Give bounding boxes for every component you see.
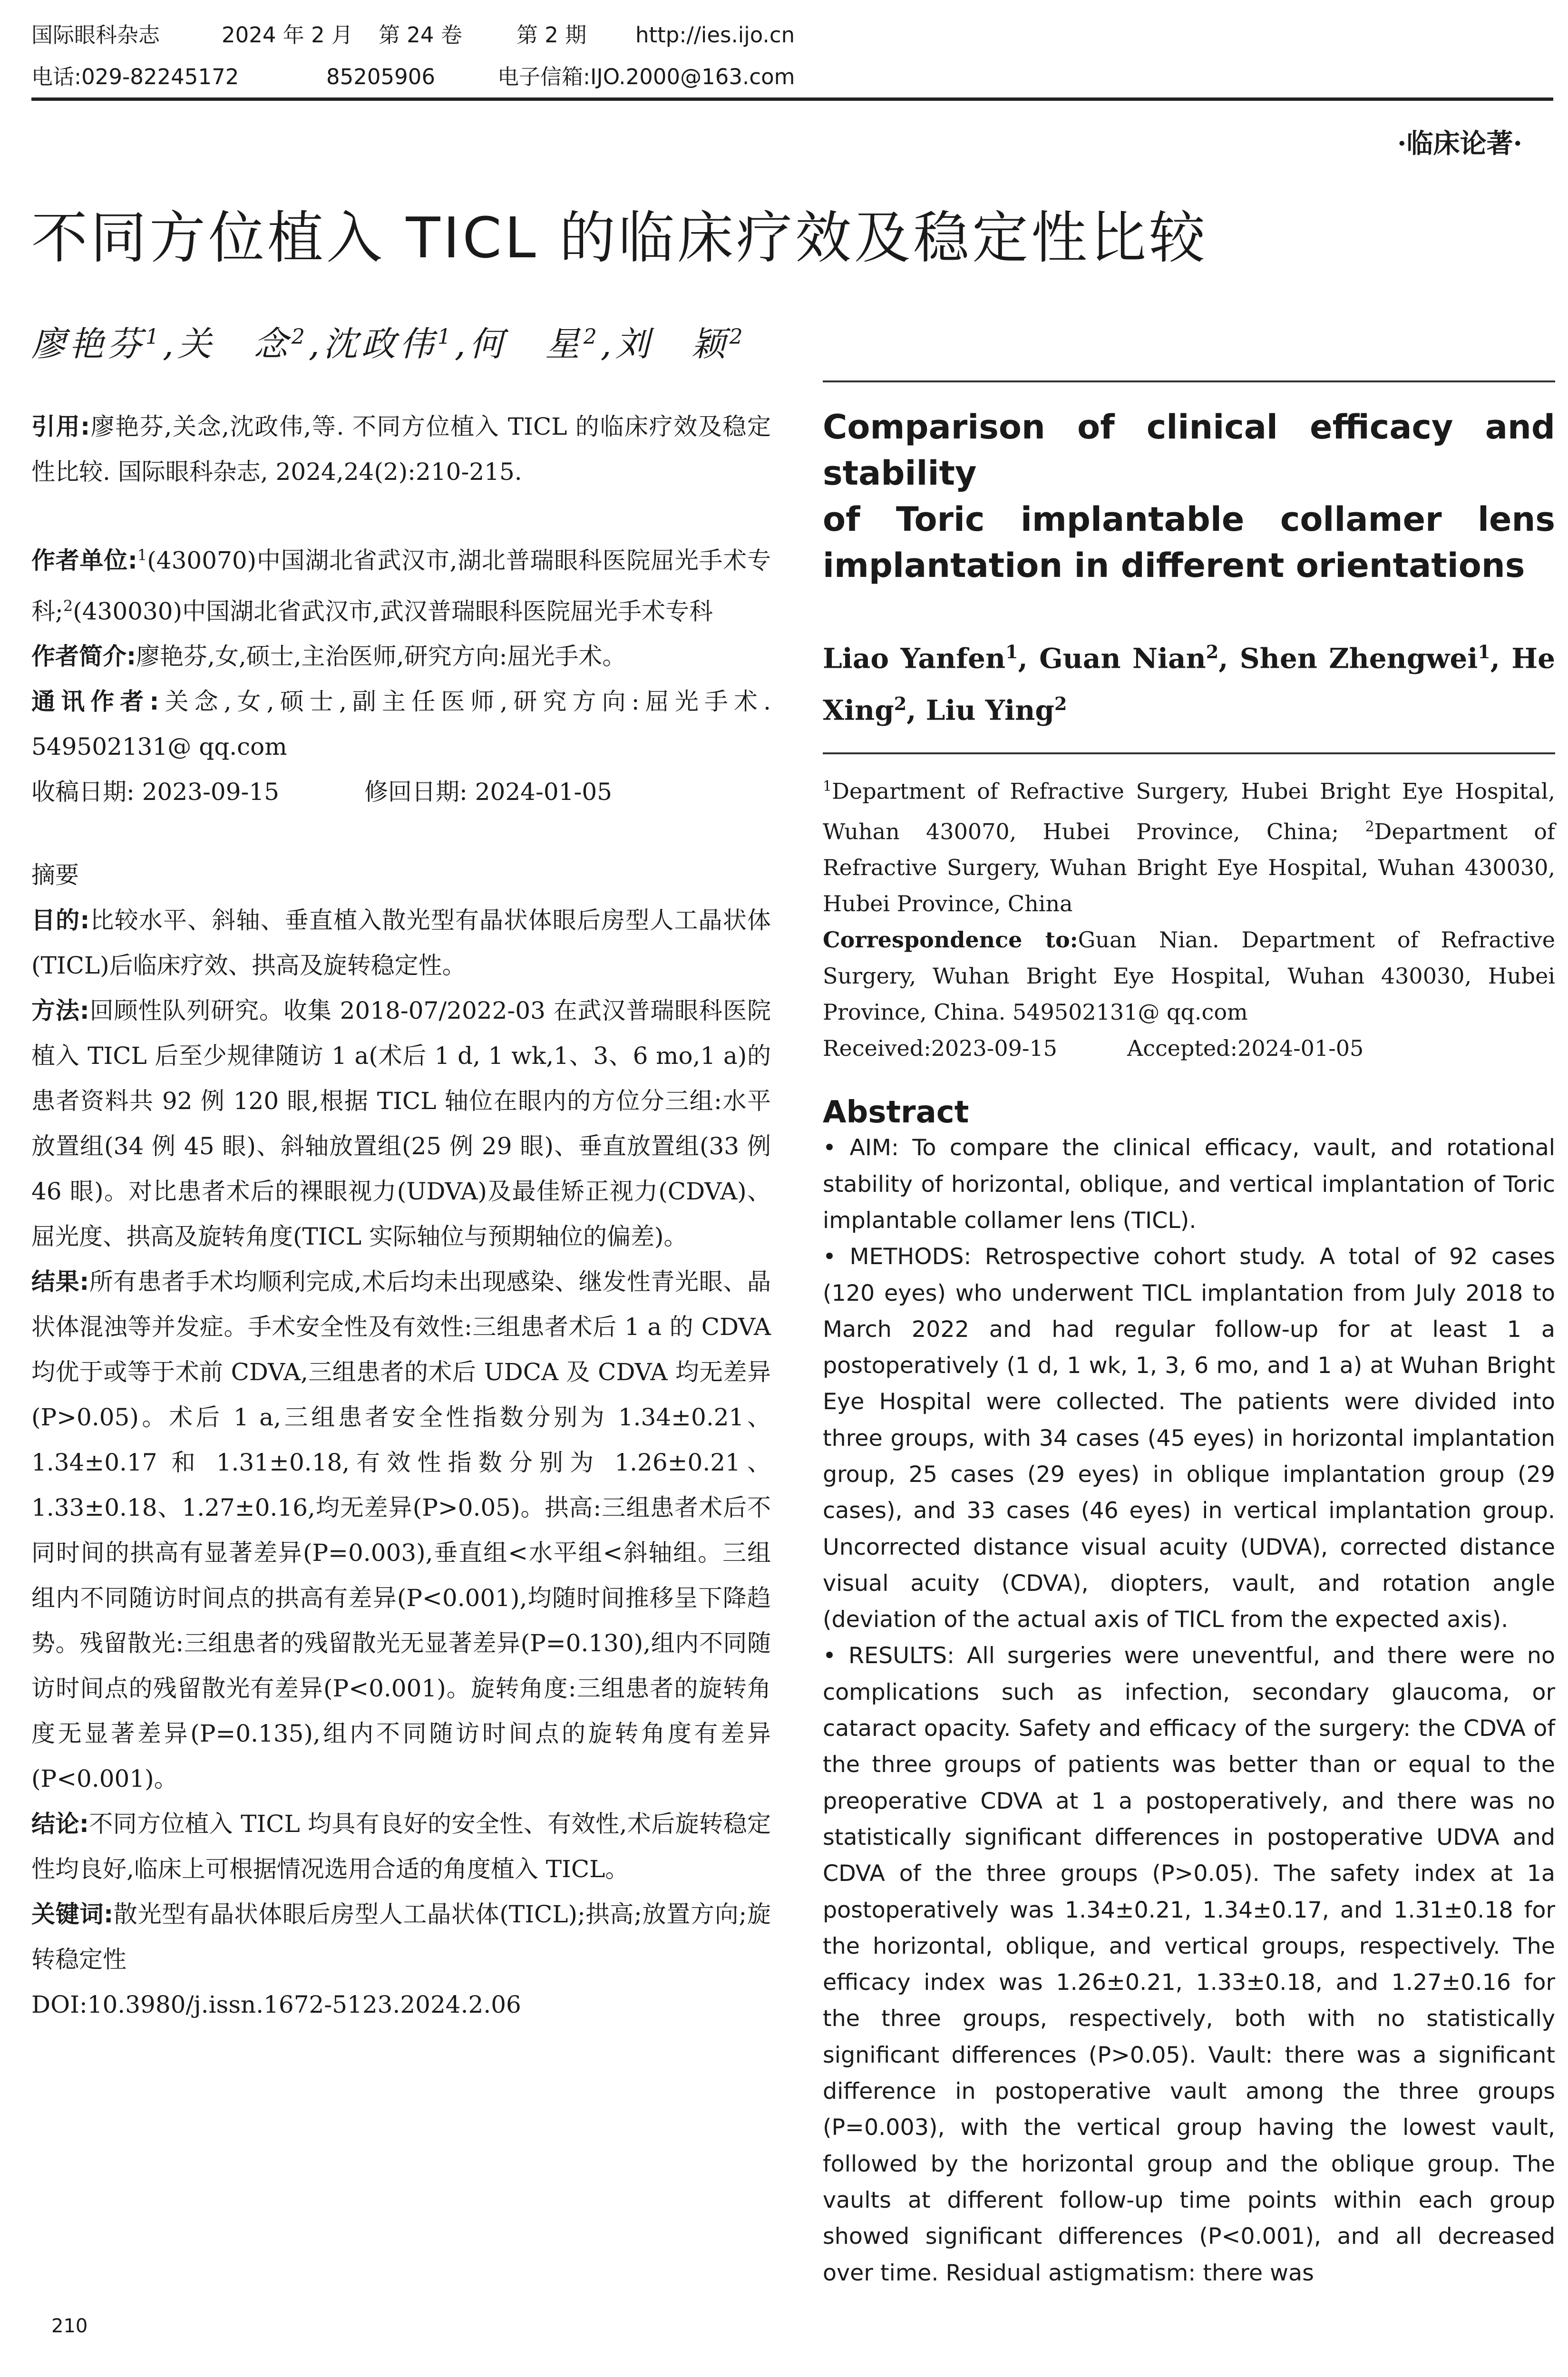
right-column-rule-top <box>823 380 1555 382</box>
issue: 第 2 期 <box>516 22 587 48</box>
journal-header-line1 <box>31 21 795 49</box>
author-affil-sup: 2 <box>583 325 601 349</box>
authors-cn: 廖艳芬$^1$,关 念$^2$,沈政伟$^1$,何 星$^2$,刘 颖$^2$ <box>31 324 747 364</box>
paper-title-en <box>823 404 1555 589</box>
author-en: Shen Zhengwei <box>1239 642 1478 675</box>
page-number: 210 <box>51 2315 88 2337</box>
correspondence-en: Correspondence to:Guan Nian. Department of Refractive Surgery, Wuhan Bright Eye Hospital, Wuhan 430030, Hubei Province, China. 549502131@ qq.com <box>823 927 1555 1025</box>
author-cn: 刘 颖 <box>615 324 730 364</box>
right-column <box>823 404 1555 2291</box>
conclusion-cn: 结论:不同方位植入 TICL 均具有良好的安全性、有效性,术后旋转稳定性均良好,临床上可根据情况选用合适的角度植入 TICL。 <box>31 1810 771 1883</box>
volume: 第 24 卷 <box>379 22 462 48</box>
phone: 电话:029-82245172 <box>31 64 239 89</box>
affiliation-cn: 作者单位:$^1$(430070)中国湖北省武汉市,湖北普瑞眼科医院屈光手术专科;$^2$(430030)中国湖北省武汉市,武汉普瑞眼科医院屈光手术专科 <box>31 546 771 625</box>
objective: 目的:比较水平、斜轴、垂直植入散光型有晶状体眼后房型人工晶状体(TICL)后临床疗效、拱高及旋转稳定性。 <box>31 906 771 980</box>
journal-header-line2 <box>31 63 795 91</box>
left-column <box>31 404 771 2027</box>
author-cn: 何 星 <box>469 324 584 364</box>
email: 电子信箱:IJO.2000@163.com <box>497 64 795 89</box>
author-en: He Xing <box>823 642 1555 727</box>
title-en-line: implantation in different orientations <box>823 546 1525 585</box>
doi[interactable]: DOI:10.3980/j.issn.1672-5123.2024.2.06 <box>31 1991 521 2019</box>
author-en: Liao Yanfen <box>823 642 1006 675</box>
author-bio: 作者简介:廖艳芬,女,硕士,主治医师,研究方向:屈光手术。 <box>31 643 626 671</box>
section-label: ·临床论著· <box>1397 128 1522 159</box>
results-cn: 结果:所有患者手术均顺利完成,术后均未出现感染、继发性青光眼、晶状体混浊等并发症。手术安全性及有效性:三组患者术后 1 a 的 CDVA 均优于或等于术前 CDVA,三组患者的术后 UDCA 及 CDVA 均无差异(P>0.05)。术后 1 a,三组患者安全性指数分别为 1.34±0.21、1.34±0.17 和 1.31±0.18,有效性指数分别为 1.26±0.21、1.33±0.18、1.27±0.16,均无差异(P>0.05)。拱高:三组患者术后不同时间的拱高有显著差异(P=0.003),垂直组<水平组<斜轴组。三组组内不同随访时间点的拱高有差异(P<0.001),均随时间推移呈下降趋势。残留散光:三组患者的残留散光无显著差异(P=0.130),组内不同随访时间点的残留散光有差异(P<0.001)。旋转角度:三组患者的旋转角度无显著差异(P=0.135),组内不同随访时间点的旋转角度有差异(P<0.001)。 <box>31 1268 771 1793</box>
journal-url[interactable]: http://ies.ijo.cn <box>635 22 795 48</box>
header-rule <box>31 97 1553 101</box>
author-en: Guan Nian <box>1039 642 1206 675</box>
keywords-cn: 关键词:散光型有晶状体眼后房型人工晶状体(TICL);拱高;放置方向;旋转稳定性 <box>31 1900 771 1974</box>
aim-en: • AIM: To compare the clinical efficacy, vault, and rotational stability of horizontal, oblique, and vertical implantation of Toric implantable collamer lens (TICL). <box>823 1135 1555 1234</box>
author-en: Liu Ying <box>925 694 1054 727</box>
abstract-heading-cn: 摘要 <box>31 861 79 889</box>
citation: 引用:廖艳芬,关念,沈政伟,等. 不同方位植入 TICL 的临床疗效及稳定性比较. 国际眼科杂志, 2024,24(2):210-215. <box>31 413 771 486</box>
author-cn: 关 念 <box>177 324 292 364</box>
paper-title-cn: 不同方位植入 TICL 的临床疗效及稳定性比较 <box>31 205 1208 271</box>
author-cn: 廖艳芬 <box>31 324 146 364</box>
author-affil-sup: 2 <box>729 325 747 349</box>
dates-en: Received:2023-09-15 Accepted:2024-01-05 <box>823 1035 1364 1062</box>
results-en: • RESULTS: All surgeries were uneventful, and there were no complications such as infection, secondary glaucoma, or cataract opacity. Safety and efficacy of the surgery: the CDVA of the three groups of patients was better than or equal to the preoperative CDVA at 1 a postoperatively, and there was no statistically significant differences in postoperative UDVA and CDVA of the three groups (P>0.05). The safety index at 1a postoperatively was 1.34±0.21, 1.34±0.17, and 1.31±0.18 for the horizontal, oblique, and vertical groups, respectively. The efficacy index was 1.26±0.21, 1.33±0.18, and 1.27±0.16 for the three groups, respectively, both with no statistically significant differences (P>0.05). Vault: there was a significant difference in postoperative vault among the three groups (P=0.003), with the vertical group having the lowest vault, followed by the horizontal group and the oblique group. The vaults at different follow-up time points within each group showed significant differences (P<0.001), and all decreased over time. Residual astigmatism: there was <box>823 1643 1555 2286</box>
title-en-line: of Toric implantable collamer lens <box>823 500 1555 539</box>
methods-en: • METHODS: Retrospective cohort study. A total of 92 cases (120 eyes) who underwent TICL implantation from July 2018 to March 2022 and had regular follow-up for at least 1 a postoperatively (1 d, 1 wk, 1, 3, 6 mo, and 1 a) at Wuhan Bright Eye Hospital were collected. The patients were divided into three groups, with 34 cases (45 eyes) in horizontal implantation group, 25 cases (29 eyes) in oblique implantation group (29 cases), and 33 cases (46 eyes) in vertical implantation group. Uncorrected distance visual acuity (UDVA), corrected distance visual acuity (CDVA), diopters, vault, and rotation angle (deviation of the actual axis of TICL from the expected axis). <box>823 1244 1555 1633</box>
methods-cn: 方法:回顾性队列研究。收集 2018-07/2022-03 在武汉普瑞眼科医院植入 TICL 后至少规律随访 1 a(术后 1 d, 1 wk,1、3、6 mo,1 a)的患者资料共 92 例 120 眼,根据 TICL 轴位在眼内的方位分三组:水平放置组(34 例 45 眼)、斜轴放置组(25 例 29 眼)、垂直放置组(33 例 46 眼)。对比患者术后的裸眼视力(UDVA)及最佳矫正视力(CDVA)、屈光度、拱高及旋转角度(TICL 实际轴位与预期轴位的偏差)。 <box>31 997 771 1251</box>
phone-2: 85205906 <box>326 64 436 89</box>
title-en-line: Comparison of clinical efficacy and stability <box>823 408 1555 493</box>
authors-en: Liao Yanfen$^1$, Guan Nian$^2$, Shen Zhengwei$^1$, He Xing$^2$, Liu Ying$^2$ <box>823 641 1555 727</box>
abstract-heading-en: Abstract <box>823 1095 969 1130</box>
journal-name: 国际眼科杂志 <box>31 22 160 48</box>
author-affil-sup: 1 <box>146 325 163 349</box>
author-affil-sup: 2 <box>291 325 309 349</box>
dates-cn: 收稿日期: 2023-09-15 修回日期: 2024-01-05 <box>31 778 613 806</box>
issue-date: 2024 年 2 月 <box>222 22 353 48</box>
author-cn: 沈政伟 <box>323 324 438 364</box>
corresponding-author: 通讯作者:关念,女,硕士,副主任医师,研究方向:屈光手术. 549502131@ qq.com <box>31 688 771 761</box>
author-affil-sup: 1 <box>437 325 455 349</box>
affiliation-en: $^1$Department of Refractive Surgery, Hubei Bright Eye Hospital, Wuhan 430070, Hubei Province, China; $^2$Department of Refractive Surgery, Wuhan Bright Eye Hospital, Wuhan 430030, Hubei Province, China <box>823 778 1555 917</box>
